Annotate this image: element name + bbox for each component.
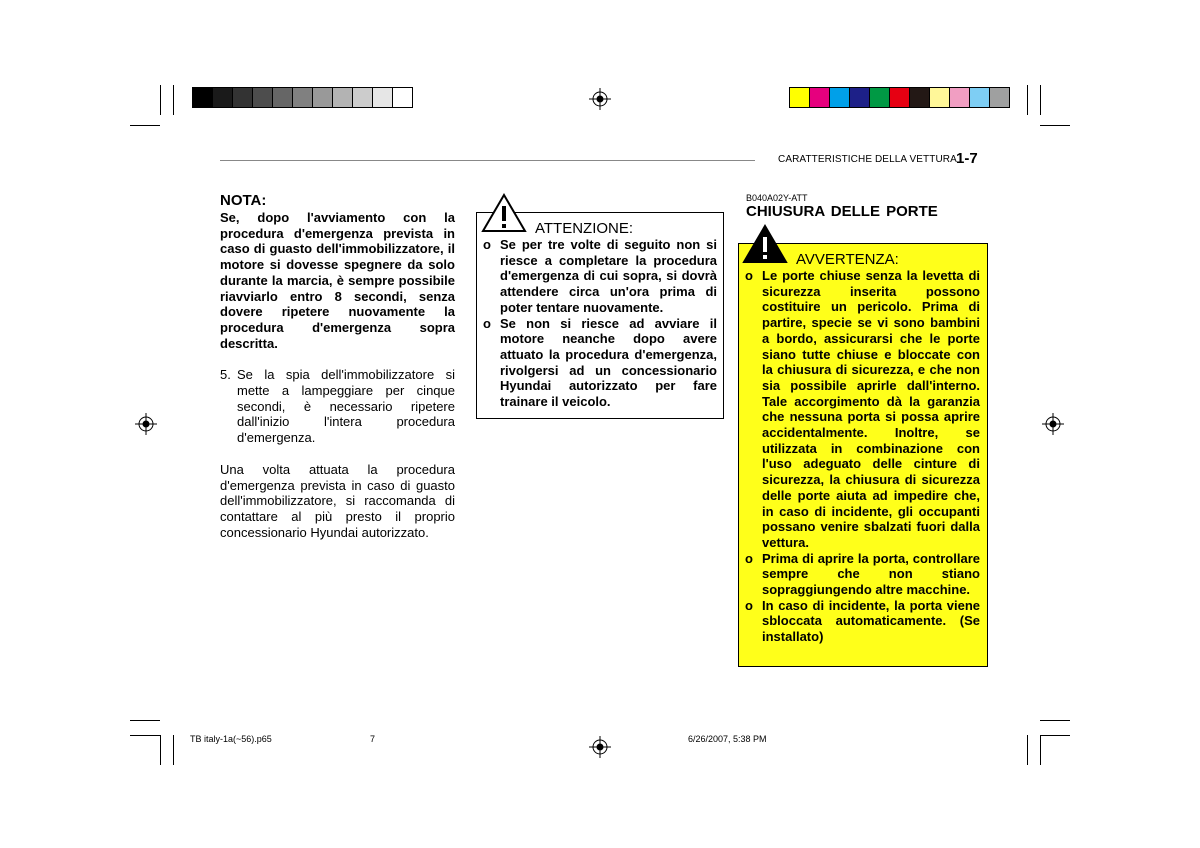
warning-list xyxy=(745,268,980,645)
footer-filename: TB italy-1a(~56).p65 xyxy=(190,734,272,744)
list-item xyxy=(745,598,980,645)
crop-mark xyxy=(1027,85,1028,115)
attention-title: ATTENZIONE: xyxy=(535,220,634,237)
color-swatch xyxy=(333,88,353,107)
list-item xyxy=(745,268,980,551)
color-swatch xyxy=(930,88,950,107)
registration-target-icon xyxy=(589,736,611,758)
color-swatch xyxy=(890,88,910,107)
crop-mark xyxy=(173,85,174,115)
footer-date: 6/26/2007, 5:38 PM xyxy=(688,734,767,744)
page-number: 1-7 xyxy=(956,150,978,167)
color-swatch xyxy=(253,88,273,107)
crop-mark xyxy=(1040,735,1070,736)
bullet: o xyxy=(483,237,491,252)
left-column xyxy=(220,192,455,540)
crop-mark xyxy=(1040,85,1041,115)
list-item-text: Se non si riesce ad avviare il motore neanche dopo avere attuato la procedura d'emergenza, rivolgersi ad un concessionario Hyundai autorizzato per fare trainare il veicolo. xyxy=(500,315,717,410)
crop-mark xyxy=(173,735,174,765)
color-swatch xyxy=(910,88,930,107)
list-item xyxy=(483,237,717,316)
crop-mark xyxy=(1027,735,1028,765)
color-swatch xyxy=(990,88,1009,107)
color-swatch xyxy=(850,88,870,107)
list-item-text: In caso di incidente, la porta viene sbloccata automaticamente. (Se installato) xyxy=(762,597,980,645)
footer-page: 7 xyxy=(370,734,376,744)
crop-mark xyxy=(130,735,160,736)
bullet: o xyxy=(745,597,753,613)
color-swatch xyxy=(233,88,253,107)
header-rule xyxy=(220,160,755,161)
step-text: Se la spia dell'immobilizzatore si mette a lampeggiare per cinque secondi, è necessario ripetere dall'inizio l'intera procedura d'emergenza. xyxy=(237,367,455,446)
nota-title: NOTA: xyxy=(220,192,267,209)
list-item-text: Se per tre volte di seguito non si riesce a completare la procedura d'emergenza di cui sopra, si dovrà attendere circa un'ora prima di poter tentare nuovamente. xyxy=(500,237,717,315)
crop-mark xyxy=(1040,720,1070,721)
nota-text: Se, dopo l'avviamento con la procedura d'emergenza prevista in caso di guasto dell'immobilizzatore, il motore si dovesse spegnere da solo durante la marcia, è sempre possibile riavviarlo entro 8 secondi, senza dovere ripetere nuovamente la procedura d'emergenza sopra descritta. xyxy=(220,210,455,351)
crop-mark xyxy=(160,85,161,115)
color-swatch xyxy=(393,88,412,107)
step-number: 5. xyxy=(220,367,231,383)
reference-code: B040A02Y-ATT xyxy=(746,193,808,203)
warning-triangle-icon xyxy=(742,224,788,264)
color-swatch xyxy=(830,88,850,107)
color-swatch xyxy=(353,88,373,107)
crop-mark xyxy=(1040,125,1070,126)
crop-mark xyxy=(130,125,160,126)
color-swatch xyxy=(970,88,990,107)
color-swatch xyxy=(213,88,233,107)
attention-list xyxy=(483,237,717,410)
bullet: o xyxy=(483,315,491,331)
bullet: o xyxy=(745,550,753,566)
warning-triangle-icon xyxy=(481,193,527,233)
crop-mark xyxy=(160,735,161,765)
color-swatch xyxy=(870,88,890,107)
color-swatch xyxy=(790,88,810,107)
list-item-text: Le porte chiuse senza la levetta di sicurezza inserita possono costituire un pericolo. Prima di partire, specie se vi sono bambini a bordo, assicurarsi che le porte siano tutte chiuse e bloccate con la chiusura di sicurezza, e che non sia possibile aprirle dall'interno. Tale accorgimento dà la garanzia che nessuna porta si possa aprire accidentalmente. Inoltre, se utilizzata in combinazione con l'uso adeguato delle cinture di sicurezza, la chiusura di sicurezza delle porte aiuta ad impedire che, in caso di incidente, gli occupanti possano venire sbalzati fuori dalla vettura. xyxy=(762,268,980,550)
list-item-text: Prima di aprire la porta, controllare sempre che non stiano sopraggiungendo altre macchine. xyxy=(762,550,980,598)
closing-paragraph: Una volta attuata la procedura d'emergenza prevista in caso di guasto dell'immobilizzatore, si raccomanda di contattare al più presto il proprio concessionario Hyundai autorizzato. xyxy=(220,461,455,540)
color-swatch xyxy=(810,88,830,107)
color-swatch xyxy=(273,88,293,107)
numbered-step xyxy=(220,367,455,446)
registration-target-icon xyxy=(1042,413,1064,435)
crop-mark xyxy=(1040,735,1041,765)
color-swatch xyxy=(950,88,970,107)
color-swatch xyxy=(193,88,213,107)
list-item xyxy=(745,551,980,598)
color-swatch xyxy=(313,88,333,107)
registration-target-icon xyxy=(135,413,157,435)
section-header: CARATTERISTICHE DELLA VETTURA xyxy=(778,154,957,165)
color-swatch xyxy=(293,88,313,107)
bullet: o xyxy=(745,268,753,283)
section-title: CHIUSURA DELLE PORTE xyxy=(746,203,938,220)
color-swatch xyxy=(373,88,393,107)
crop-mark xyxy=(130,720,160,721)
registration-target-icon xyxy=(589,88,611,110)
color-calibration-bar xyxy=(789,87,1010,108)
list-item xyxy=(483,316,717,410)
warning-title: AVVERTENZA: xyxy=(796,251,899,268)
grayscale-calibration-bar xyxy=(192,87,413,108)
